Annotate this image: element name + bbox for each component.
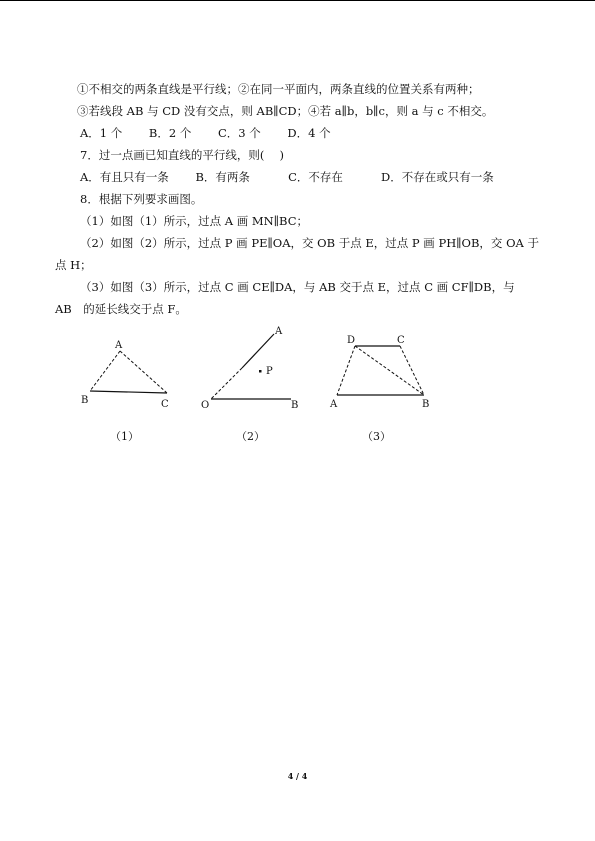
top-rule	[0, 0, 595, 1]
fig1-edge-ac	[120, 351, 167, 393]
fig2-label-o: O	[201, 400, 210, 411]
page-number: 4 / 4	[287, 771, 308, 781]
figure-1-triangle	[75, 330, 185, 415]
statement-line-2: ③若线段 AB 与 CD 没有交点，则 AB∥CD；④若 a∥b，b∥c，则 a 与 c 不相交。	[77, 104, 494, 118]
fig2-label-a: A	[275, 326, 283, 337]
fig2-point-p	[259, 370, 262, 373]
figure-3-trapezoid	[325, 330, 435, 415]
q8-part-1: （1）如图（1）所示，过点 A 画 MN∥BC；	[80, 214, 309, 228]
statement-line-1: ①不相交的两条直线是平行线；②在同一平面内，两条直线的位置关系有两种；	[77, 82, 480, 96]
fig3-label-b: B	[422, 399, 430, 410]
fig1-label-c: C	[161, 399, 169, 410]
q8-part-2: （2）如图（2）所示，过点 P 画 PE∥OA，交 OB 于点 E，过点 P 画 PH∥OB，交 OA 于	[80, 236, 539, 250]
fig3-edge-da	[337, 346, 355, 395]
fig1-label-b: B	[81, 395, 89, 406]
figure-1-caption: （1）	[110, 430, 139, 443]
q8-part-3-cont: AB 的延长线交于点 F。	[55, 302, 187, 316]
fig2-label-p: P	[266, 366, 273, 377]
fig3-diagonal-db	[355, 346, 424, 395]
q8-part-3: （3）如图（3）所示，过点 C 画 CE∥DA，与 AB 交于点 E，过点 C 画 CF∥DB，与	[80, 280, 515, 294]
q8-part-2-cont: 点 H；	[55, 258, 92, 272]
fig2-label-b: B	[291, 400, 299, 411]
fig2-ray-oa-dashed	[211, 368, 242, 399]
fig2-ray-oa-solid	[242, 334, 274, 368]
q6-options: A．1 个 B．2 个 C．3 个 D．4 个	[80, 126, 331, 140]
fig3-label-a: A	[330, 399, 338, 410]
figure-3-caption: （3）	[362, 430, 391, 443]
fig3-edge-cb	[400, 346, 424, 395]
fig3-label-c: C	[397, 335, 405, 346]
q8-question: 8．根据下列要求画图。	[80, 192, 203, 206]
q7-question: 7．过一点画已知直线的平行线，则( )	[80, 148, 284, 162]
fig1-edge-bc	[90, 391, 167, 393]
figure-2-angle	[195, 322, 310, 417]
fig1-edge-ab	[90, 351, 120, 391]
fig1-label-a: A	[115, 340, 123, 351]
fig3-label-d: D	[347, 335, 356, 346]
q7-options: A．有且只有一条 B．有两条 C．不存在 D．不存在或只有一条	[80, 170, 494, 184]
figure-2-caption: （2）	[236, 430, 265, 443]
